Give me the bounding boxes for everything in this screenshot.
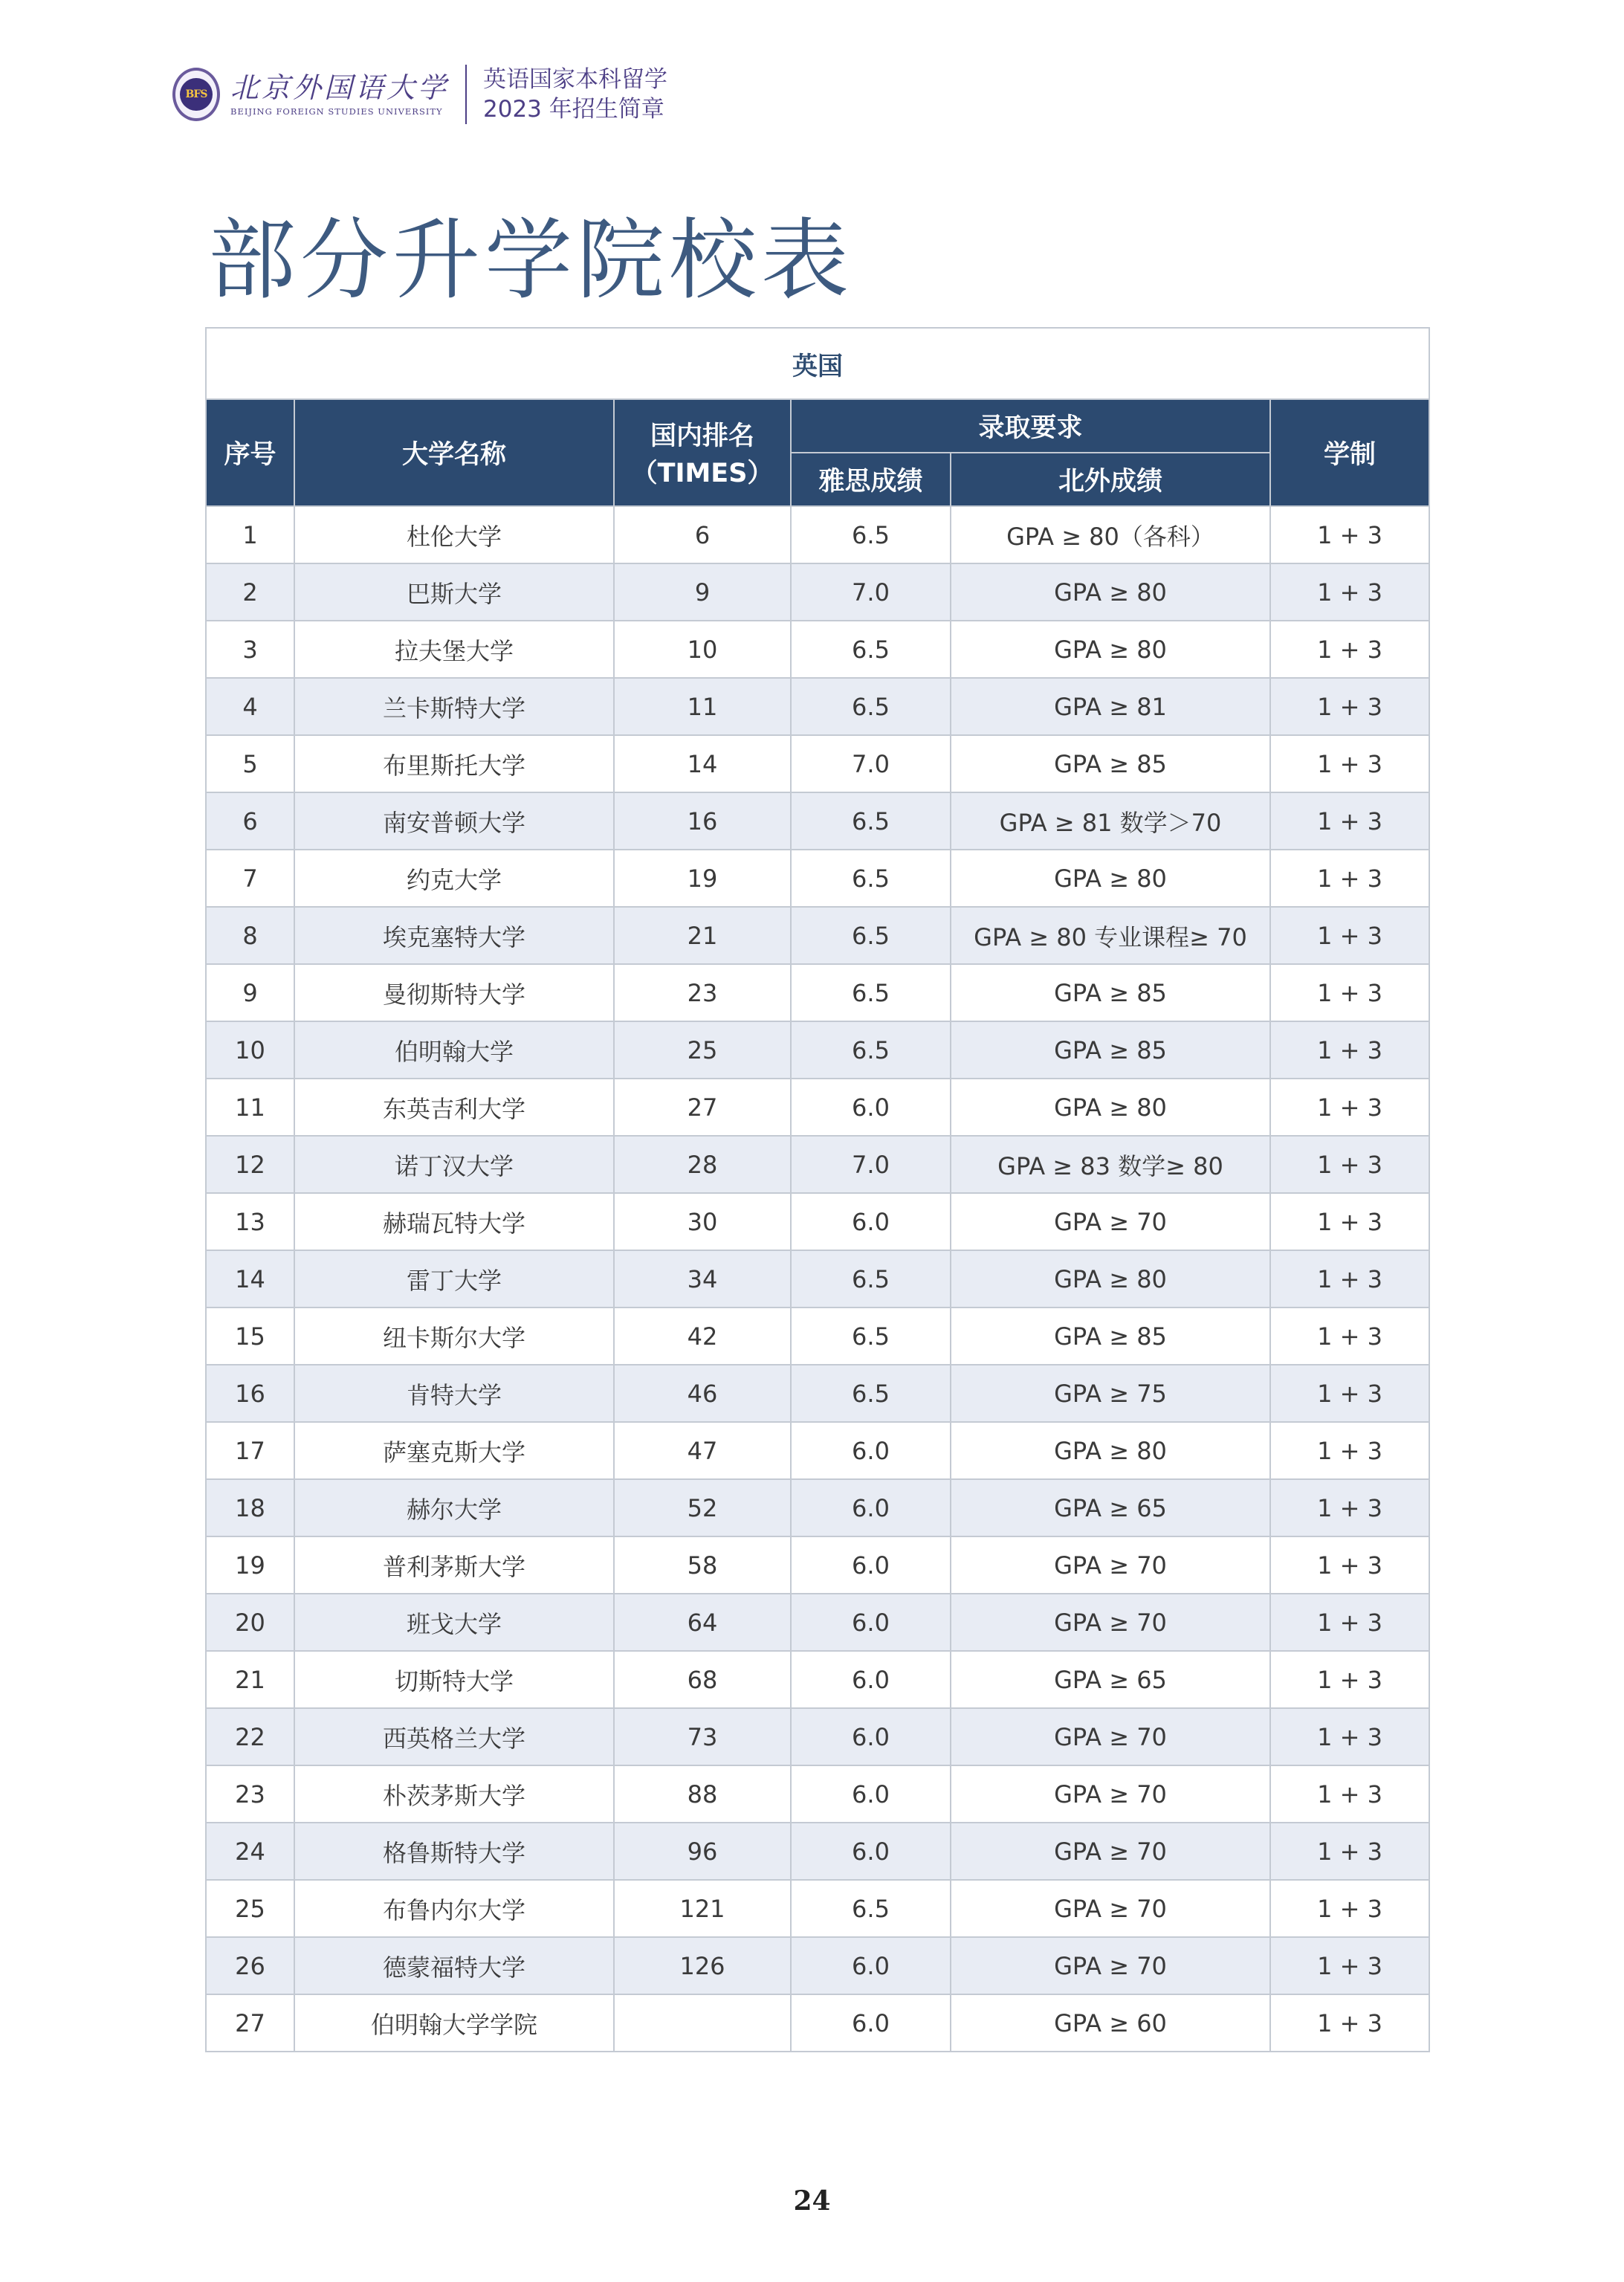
cell-program: 1 + 3 [1270,621,1429,678]
cell-program: 1 + 3 [1270,1422,1429,1479]
cell-bfsu-score: GPA ≥ 80 [951,621,1270,678]
cell-ielts: 6.5 [791,1308,951,1365]
cell-index: 16 [206,1365,294,1422]
table-row [206,1651,1429,1708]
seal-initials: BFS [180,78,213,111]
cell-ielts: 6.0 [791,1937,951,1994]
table-row [206,1250,1429,1308]
cell-rank: 23 [614,964,791,1021]
cell-university-name: 布里斯托大学 [294,735,614,792]
cell-program: 1 + 3 [1270,1193,1429,1250]
cell-rank: 58 [614,1536,791,1594]
cell-bfsu-score: GPA ≥ 65 [951,1479,1270,1536]
cell-bfsu-score: GPA ≥ 85 [951,735,1270,792]
cell-university-name: 切斯特大学 [294,1651,614,1708]
cell-ielts: 6.0 [791,1536,951,1594]
cell-ielts: 6.0 [791,1994,951,2052]
logo-chinese-name: 北京外国语大学 [230,71,450,104]
cell-index: 19 [206,1536,294,1594]
cell-rank: 64 [614,1594,791,1651]
table-row [206,1994,1429,2052]
cell-university-name: 杜伦大学 [294,506,614,563]
cell-program: 1 + 3 [1270,1651,1429,1708]
cell-university-name: 赫瑞瓦特大学 [294,1193,614,1250]
cell-program: 1 + 3 [1270,1937,1429,1994]
cell-program: 1 + 3 [1270,1880,1429,1937]
page-title: 部分升学院校表 [208,209,854,311]
cell-university-name: 伯明翰大学学院 [294,1994,614,2052]
cell-program: 1 + 3 [1270,1823,1429,1880]
cell-rank: 9 [614,563,791,621]
table-row [206,1079,1429,1136]
cell-index: 10 [206,1021,294,1079]
cell-bfsu-score: GPA ≥ 85 [951,1308,1270,1365]
cell-program: 1 + 3 [1270,1021,1429,1079]
cell-university-name: 巴斯大学 [294,563,614,621]
cell-ielts: 6.5 [791,678,951,735]
cell-index: 5 [206,735,294,792]
cell-program: 1 + 3 [1270,1250,1429,1308]
cell-index: 12 [206,1136,294,1193]
cell-program: 1 + 3 [1270,850,1429,907]
header-divider [465,65,467,124]
cell-program: 1 + 3 [1270,1536,1429,1594]
cell-university-name: 诺丁汉大学 [294,1136,614,1193]
table-row [206,1479,1429,1536]
cell-ielts: 6.5 [791,1250,951,1308]
cell-bfsu-score: GPA ≥ 80 [951,1422,1270,1479]
cell-index: 18 [206,1479,294,1536]
table-row [206,792,1429,850]
cell-university-name: 布鲁内尔大学 [294,1880,614,1937]
cell-index: 22 [206,1708,294,1765]
table-row [206,1365,1429,1422]
cell-rank: 52 [614,1479,791,1536]
cell-bfsu-score: GPA ≥ 70 [951,1193,1270,1250]
cell-university-name: 南安普顿大学 [294,792,614,850]
col-header-index: 序号 [206,399,294,506]
cell-rank: 46 [614,1365,791,1422]
cell-bfsu-score: GPA ≥ 85 [951,1021,1270,1079]
cell-rank: 30 [614,1193,791,1250]
cell-ielts: 6.0 [791,1193,951,1250]
cell-university-name: 伯明翰大学 [294,1021,614,1079]
table-row [206,964,1429,1021]
cell-university-name: 格鲁斯特大学 [294,1823,614,1880]
cell-rank: 42 [614,1308,791,1365]
cell-university-name: 约克大学 [294,850,614,907]
cell-bfsu-score: GPA ≥ 75 [951,1365,1270,1422]
cell-rank: 11 [614,678,791,735]
cell-index: 8 [206,907,294,964]
cell-bfsu-score: GPA ≥ 60 [951,1994,1270,2052]
table-row [206,1536,1429,1594]
cell-bfsu-score: GPA ≥ 65 [951,1651,1270,1708]
cell-university-name: 纽卡斯尔大学 [294,1308,614,1365]
cell-rank: 88 [614,1765,791,1823]
cell-ielts: 6.0 [791,1708,951,1765]
cell-index: 1 [206,506,294,563]
cell-bfsu-score: GPA ≥ 70 [951,1823,1270,1880]
cell-rank: 73 [614,1708,791,1765]
cell-index: 11 [206,1079,294,1136]
cell-rank: 126 [614,1937,791,1994]
cell-index: 2 [206,563,294,621]
table-row [206,850,1429,907]
cell-ielts: 6.5 [791,506,951,563]
cell-ielts: 7.0 [791,1136,951,1193]
cell-ielts: 6.0 [791,1422,951,1479]
cell-ielts: 6.0 [791,1823,951,1880]
cell-index: 27 [206,1994,294,2052]
cell-university-name: 德蒙福特大学 [294,1937,614,1994]
cell-program: 1 + 3 [1270,1594,1429,1651]
cell-index: 15 [206,1308,294,1365]
cell-index: 13 [206,1193,294,1250]
table-row [206,1708,1429,1765]
page-number: 24 [793,2185,831,2217]
table-row [206,1937,1429,1994]
cell-ielts: 6.5 [791,850,951,907]
cell-program: 1 + 3 [1270,1765,1429,1823]
cell-program: 1 + 3 [1270,792,1429,850]
rank-header-line-1: 国内排名 [650,421,754,451]
col-header-program: 学制 [1270,399,1429,506]
cell-bfsu-score: GPA ≥ 83 数学≥ 80 [951,1136,1270,1193]
table-row [206,735,1429,792]
cell-ielts: 6.0 [791,1479,951,1536]
cell-program: 1 + 3 [1270,1479,1429,1536]
table-row [206,1136,1429,1193]
cell-bfsu-score: GPA ≥ 80 [951,1250,1270,1308]
cell-university-name: 普利茅斯大学 [294,1536,614,1594]
cell-bfsu-score: GPA ≥ 81 数学＞70 [951,792,1270,850]
cell-index: 21 [206,1651,294,1708]
cell-index: 14 [206,1250,294,1308]
cell-university-name: 兰卡斯特大学 [294,678,614,735]
col-header-rank [614,399,791,506]
cell-index: 17 [206,1422,294,1479]
cell-bfsu-score: GPA ≥ 70 [951,1765,1270,1823]
cell-university-name: 雷丁大学 [294,1250,614,1308]
cell-rank: 96 [614,1823,791,1880]
cell-rank: 10 [614,621,791,678]
table-body [206,506,1429,2052]
cell-index: 25 [206,1880,294,1937]
table-row [206,1193,1429,1250]
cell-bfsu-score: GPA ≥ 70 [951,1536,1270,1594]
cell-bfsu-score: GPA ≥ 80（各科） [951,506,1270,563]
cell-ielts: 7.0 [791,735,951,792]
col-header-bfsu-score: 北外成绩 [951,453,1270,506]
cell-rank: 47 [614,1422,791,1479]
university-table [205,327,1430,2052]
cell-program: 1 + 3 [1270,1365,1429,1422]
cell-university-name: 拉夫堡大学 [294,621,614,678]
cell-program: 1 + 3 [1270,1136,1429,1193]
cell-bfsu-score: GPA ≥ 81 [951,678,1270,735]
cell-bfsu-score: GPA ≥ 80 专业课程≥ 70 [951,907,1270,964]
cell-bfsu-score: GPA ≥ 70 [951,1594,1270,1651]
cell-university-name: 东英吉利大学 [294,1079,614,1136]
cell-rank: 6 [614,506,791,563]
cell-bfsu-score: GPA ≥ 70 [951,1880,1270,1937]
cell-program: 1 + 3 [1270,506,1429,563]
cell-program: 1 + 3 [1270,1079,1429,1136]
cell-program: 1 + 3 [1270,1994,1429,2052]
cell-university-name: 曼彻斯特大学 [294,964,614,1021]
cell-index: 24 [206,1823,294,1880]
cell-bfsu-score: GPA ≥ 80 [951,563,1270,621]
cell-rank: 25 [614,1021,791,1079]
logo-english-name: BEIJING FOREIGN STUDIES UNIVERSITY [230,106,443,117]
cell-ielts: 6.5 [791,621,951,678]
cell-university-name: 萨塞克斯大学 [294,1422,614,1479]
cell-rank: 68 [614,1651,791,1708]
cell-rank: 34 [614,1250,791,1308]
cell-program: 1 + 3 [1270,964,1429,1021]
cell-bfsu-score: GPA ≥ 70 [951,1708,1270,1765]
cell-ielts: 6.0 [791,1651,951,1708]
cell-rank: 28 [614,1136,791,1193]
cell-index: 6 [206,792,294,850]
cell-bfsu-score: GPA ≥ 85 [951,964,1270,1021]
cell-ielts: 6.5 [791,792,951,850]
cell-ielts: 6.5 [791,1365,951,1422]
table-row [206,907,1429,964]
cell-rank: 21 [614,907,791,964]
table-row [206,1422,1429,1479]
cell-index: 7 [206,850,294,907]
table-row [206,1823,1429,1880]
table-row [206,1021,1429,1079]
page-header [172,61,667,128]
table-row [206,1880,1429,1937]
cell-program: 1 + 3 [1270,735,1429,792]
cell-ielts: 6.0 [791,1594,951,1651]
cell-rank [614,1994,791,2052]
university-seal-icon [172,68,220,121]
brochure-line-1: 英语国家本科留学 [483,66,668,93]
col-header-requirement: 录取要求 [791,399,1270,453]
cell-ielts: 6.5 [791,964,951,1021]
cell-university-name: 班戈大学 [294,1594,614,1651]
cell-rank: 14 [614,735,791,792]
cell-index: 3 [206,621,294,678]
cell-ielts: 6.5 [791,1021,951,1079]
country-heading: 英国 [206,328,1429,399]
cell-index: 4 [206,678,294,735]
cell-ielts: 6.5 [791,1880,951,1937]
cell-university-name: 朴茨茅斯大学 [294,1765,614,1823]
cell-program: 1 + 3 [1270,563,1429,621]
cell-university-name: 肯特大学 [294,1365,614,1422]
cell-program: 1 + 3 [1270,1308,1429,1365]
cell-index: 20 [206,1594,294,1651]
cell-index: 23 [206,1765,294,1823]
cell-rank: 27 [614,1079,791,1136]
cell-bfsu-score: GPA ≥ 80 [951,1079,1270,1136]
cell-university-name: 西英格兰大学 [294,1708,614,1765]
cell-rank: 121 [614,1880,791,1937]
cell-program: 1 + 3 [1270,1708,1429,1765]
cell-ielts: 7.0 [791,563,951,621]
col-header-name: 大学名称 [294,399,614,506]
cell-index: 9 [206,964,294,1021]
table-row [206,1308,1429,1365]
table-row [206,621,1429,678]
cell-ielts: 6.0 [791,1765,951,1823]
table-row [206,506,1429,563]
cell-bfsu-score: GPA ≥ 70 [951,1937,1270,1994]
university-logo [230,71,449,117]
cell-university-name: 埃克塞特大学 [294,907,614,964]
cell-university-name: 赫尔大学 [294,1479,614,1536]
cell-index: 26 [206,1937,294,1994]
cell-ielts: 6.5 [791,907,951,964]
brochure-title [483,65,667,124]
table-header-row [206,399,1429,453]
cell-rank: 19 [614,850,791,907]
table-row [206,1594,1429,1651]
brochure-line-2: 2023 年招生简章 [483,96,664,123]
table-row [206,678,1429,735]
cell-ielts: 6.0 [791,1079,951,1136]
cell-program: 1 + 3 [1270,678,1429,735]
cell-rank: 16 [614,792,791,850]
table-row [206,563,1429,621]
table-row [206,1765,1429,1823]
cell-program: 1 + 3 [1270,907,1429,964]
rank-header-line-2: （TIMES） [631,459,774,488]
cell-bfsu-score: GPA ≥ 80 [951,850,1270,907]
col-header-ielts: 雅思成绩 [791,453,951,506]
